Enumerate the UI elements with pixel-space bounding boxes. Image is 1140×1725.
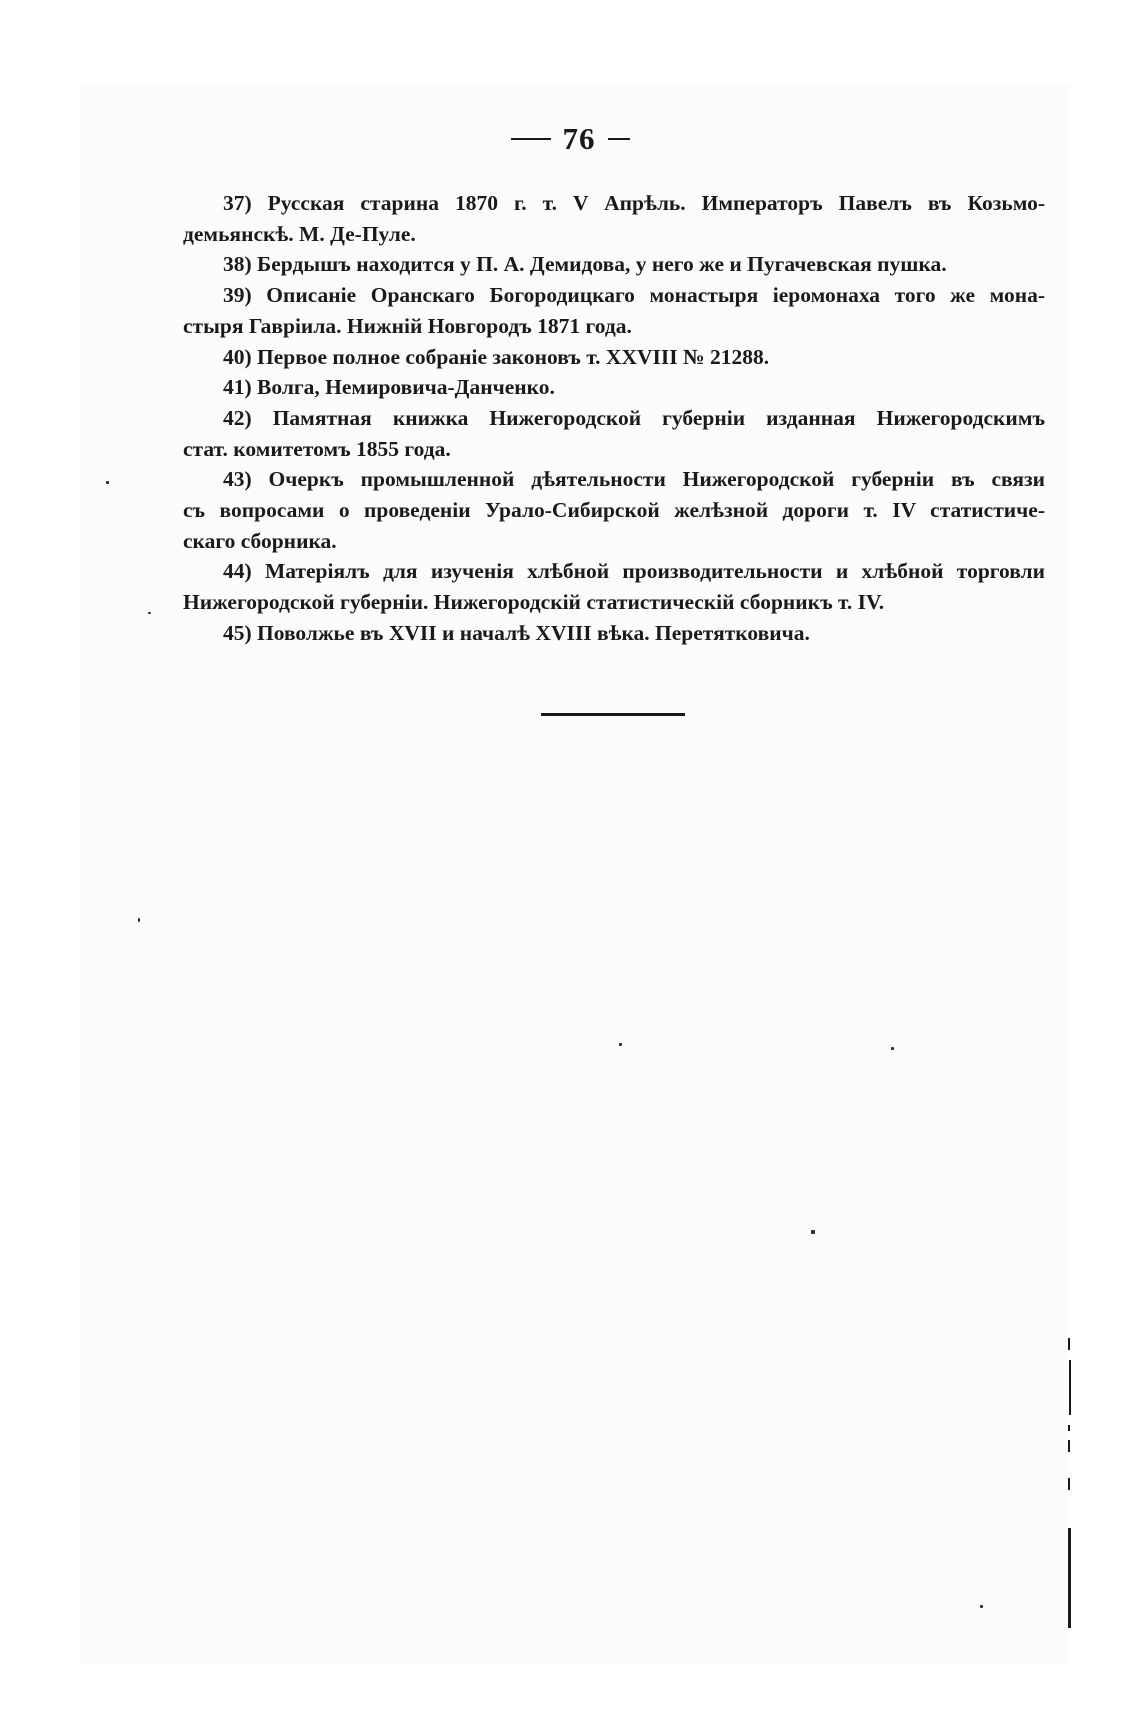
entry-line: 37) Русская старина 1870 г. т. V Апрѣль. Императоръ Павелъ въ Козьмо- xyxy=(223,191,1045,215)
scan-speck xyxy=(106,481,109,484)
entry-line: скаго сборника. xyxy=(183,528,337,553)
entry-line: стыря Гавріила. Нижній Новгородъ 1871 года. xyxy=(183,313,632,338)
list-item xyxy=(183,403,1045,464)
scan-speck xyxy=(148,612,151,614)
bibliography-list xyxy=(183,188,1045,649)
scan-edge-mark xyxy=(1068,1338,1070,1350)
scan-edge-mark xyxy=(1069,1360,1071,1415)
scan-edge-mark xyxy=(1068,1528,1071,1628)
scan-edge-mark xyxy=(1068,1425,1070,1431)
header-dash-right xyxy=(608,138,630,140)
list-item xyxy=(183,280,1045,341)
entry-line: 43) Очеркъ промышленной дѣятельности Нижегородской губерніи въ связи xyxy=(223,467,1045,492)
header-dash-left xyxy=(511,138,551,140)
entry-line: стат. комитетомъ 1855 года. xyxy=(183,436,451,461)
entry-line: 41) Волга, Немировича-Данченко. xyxy=(223,375,555,400)
list-item xyxy=(183,556,1045,617)
scan-speck xyxy=(619,1043,622,1046)
entry-line: 45) Поволжье въ XVII и началѣ XVIII вѣка. Перетятковича. xyxy=(223,620,810,645)
scan-speck xyxy=(138,918,140,922)
list-item xyxy=(183,188,1045,249)
list-item xyxy=(183,342,1045,373)
page-number: 76 xyxy=(562,120,596,156)
scan-speck xyxy=(811,1230,815,1234)
scan-edge-mark xyxy=(1068,1478,1070,1490)
entry-line: 38) Бердышъ находится у П. А. Демидова, у него же и Пугачевская пушка. xyxy=(223,252,947,277)
scan-speck xyxy=(891,1047,894,1050)
entry-line: 42) Памятная книжка Нижегородской губерніи изданная Нижегородскимъ xyxy=(223,405,1045,430)
entry-line: 40) Первое полное собраніе законовъ т. XXVIII № 21288. xyxy=(223,344,770,369)
list-item xyxy=(183,464,1045,556)
list-item xyxy=(183,372,1045,403)
entry-line: демьянскѣ. М. Де-Пуле. xyxy=(183,221,416,246)
scan-edge-mark xyxy=(1068,1440,1070,1452)
list-item xyxy=(183,618,1045,649)
section-end-rule xyxy=(541,713,685,716)
page-number-header xyxy=(0,118,1140,157)
entry-line: 44) Матеріялъ для изученія хлѣбной производительности и хлѣбной торговли xyxy=(223,559,1045,584)
list-item xyxy=(183,249,1045,280)
entry-line: 39) Описаніе Оранскаго Богородицкаго монастыря іеромонаха того же мона- xyxy=(223,283,1045,308)
scan-speck xyxy=(980,1605,983,1608)
entry-line: Нижегородской губерніи. Нижегородскій статистическій сборникъ т. IV. xyxy=(183,590,885,615)
entry-line: съ вопросами о проведеніи Урало-Сибирской желѣзной дороги т. IV статистиче- xyxy=(183,498,1045,523)
